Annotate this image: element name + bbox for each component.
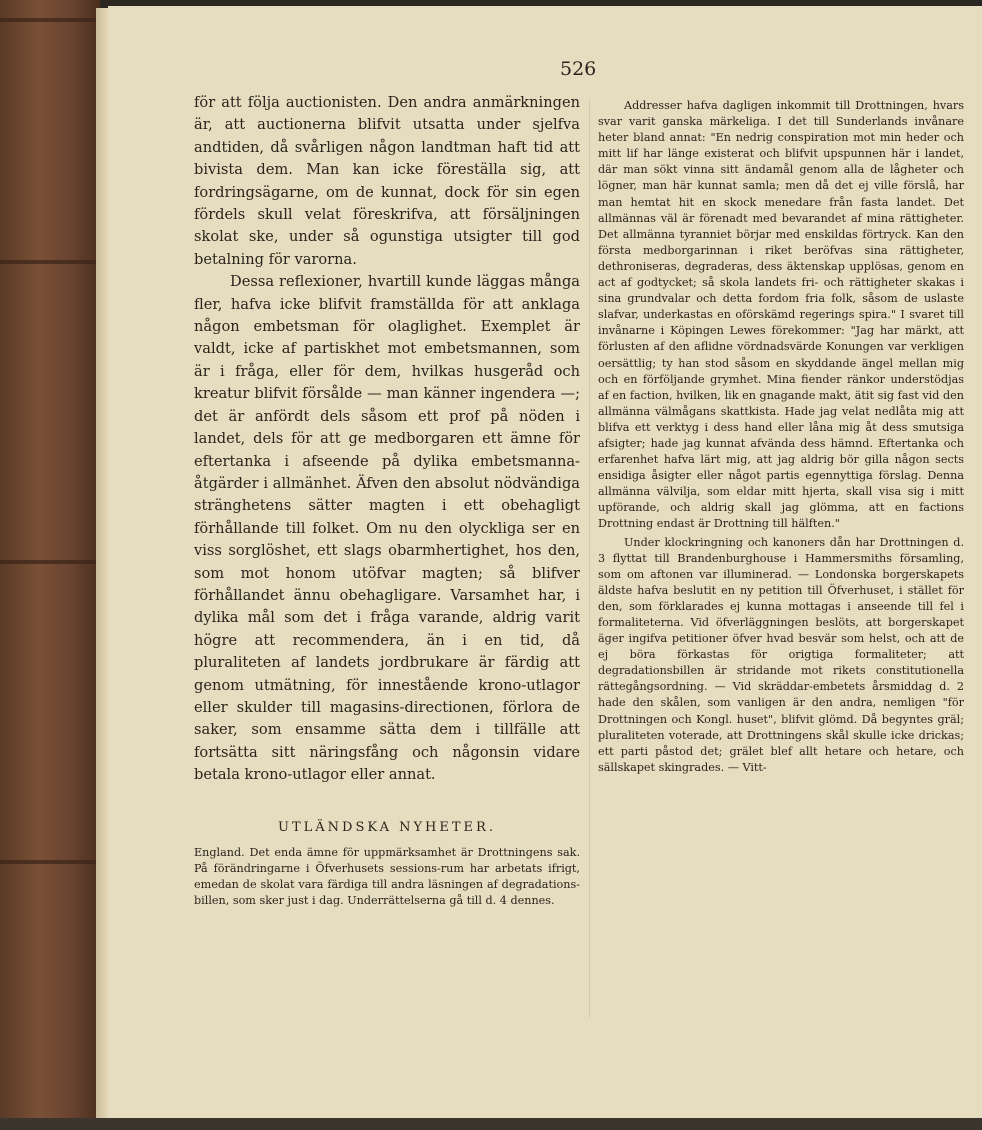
paragraph: Dessa reflexioner, hvartill kunde läggas många fler, hafva icke blifvit framställda för att anklaga någon embetsman för olaglighet. Exemplet är valdt, icke af partiskhet mot embetsmannen, som är i fråga, eller för dem, hvilkas husgeråd och kreatur blifvit försålde — man känner ingendera —; det är anfördt dels såsom ett prof på nöden i landet, dels för att ge medborgaren ett ämne för eftertanka i afseende på dylika embetsmanna-åtgärder i allmänhet. Äfven den absolut nödvändiga stränghetens sätter magten i ett obehagligt förhållande till folket. Om nu den olyckliga ser en viss sorglöshet, ett slags obarmhertighet, hos den, som mot honom utöfvar magten; så blifver förhållandet ännu obehagligare. Varsamhet har, i dylika mål som det i fråga varande, aldrig varit högre att recommendera, än i en tid, då pluraliteten af landets jordbrukare är färdig att genom utmätning, för innestående krono-utlagor eller skulder till magasins-directionen, förlora de saker, som ensamme sätta dem i tillfälle att fortsätta sitt näringsfång och någonsin vidare betala krono-utlagor eller annat.	[194, 273, 580, 784]
spine-band	[0, 260, 100, 264]
news-paragraph: England. Det enda ämne för uppmärksamhet är Drottningens sak. På förändringarne i Öfverhusets sessions-rum har arbetats ifrigt, emedan de skolat vara färdiga till andra läsningen af degradations-billen, som sker just i dag. Underrättelserna gå till d. 4 dennes.	[194, 846, 580, 907]
paragraph: för att följa auctionisten. Den andra anmärkningen är, att auctionerna blifvit utsatta under sjelfva andtiden, då svårligen någon landtman haft tid att bivista dem. Man kan icke föreställa sig, att fordringsägarne, om de kunnat, dock för sin egen fördels skull velat föreskrifva, att försäljningen skolat ske, under så ogunstiga utsigter till god betalning för varorna.	[194, 94, 580, 268]
spine-band	[0, 18, 100, 22]
spine-band	[0, 560, 100, 564]
right-column	[598, 98, 964, 776]
book-spine	[0, 0, 100, 1130]
left-column	[194, 92, 580, 909]
section-title: UTLÄNDSKA NYHETER.	[278, 819, 496, 835]
column-divider	[589, 98, 590, 1018]
paragraph: Under klockringning och kanoners dån har Drottningen d. 3 flyttat till Brandenburghouse i Hammersmiths församling, som om aftonen var illuminerad. — Londonska borgerskapets äldste hafva beslutit en ny petition till Öfverhuset, i stället för den, som förklarades ej kunna mottagas i anseende till fel i formaliteterna. Vid öfverläggningen beslöts, att borgerskapet äger ingifva petitioner öfver hvad besvär som helst, och att de ej böra förkastas för origtiga formaliteter; att degradationsbillen är stridande mot rikets constitutionella rättegångsordning. — Vid skräddar-embetets årsmiddag d. 2 hade den skålen, som vanligen är den andra, nemligen "för Drottningen och Kongl. huset", blifvit glömd. Då begyntes gräl; pluraliteten voterade, att Drottningens skål skulle icke drickas; ett parti påstod det; grälet blef allt hetare och hetare, och sällskapet skingrades. — Vitt-	[598, 535, 964, 774]
bottom-strip	[0, 1118, 982, 1130]
spine-band	[0, 860, 100, 864]
book-page	[108, 6, 982, 1118]
page-number: 526	[560, 58, 597, 80]
paragraph: Addresser hafva dagligen inkommit till Drottningen, hvars svar varit ganska märkeliga. I det till Sunderlands invånare heter bland annat: "En nedrig conspiration mot min heder och mitt lif har länge existerat och blifvit upspunnen här i landet, där man sökt vinna sitt ändamål genom alla de lågheter och lögner, man här kunnat samla; men då det ej ville förslå, har man hemtat hit en skock menedare från fasta landet. Det allmännas väl är förenadt med bevarandet af mina rättigheter. Det allmänna tyranniet börjar med enskildas förtryck. Kan den första medborgarinnan i riket beröfvas sina rättigheter, dethroniseras, degraderas, dess äktenskap upplösas, genom en act af godtycket; så skola landets fri- och rättigheter skakas i sina grundvalar och detta fordom fria folk, såsom de uslaste slafvar, underkastas en oförskämd regerings spira." I svaret till invånarne i Köpingen Lewes förekommer: "Jag har märkt, att förlusten af den aflidne vördnadsvärde Konungen var verkligen oersättlig; ty han stod såsom en skyddande ängel mellan mig och en förföljande grymhet. Mina fiender ränkor understödjas af en faction, hvilken, lik en gnagande makt, ätit sig fast vid den allmänna välmågans skattkista. Hade jag velat nedlåta mig att blifva ett verktyg i dess hand eller låna mig åt dess smutsiga afsigter; hade jag kunnat afvända dess hämnd. Eftertanka och erfarenhet hafva lärt mig, att jag aldrig bör gilla någon sects ensidiga åsigter eller något partis egennyttiga förslag. Denna allmänna välvilja, som eldar mitt hjerta, skall visa sig i mitt upförande, och aldrig skall jag glömma, att en factions Drottning endast är Drottning till hälften."	[598, 99, 964, 531]
